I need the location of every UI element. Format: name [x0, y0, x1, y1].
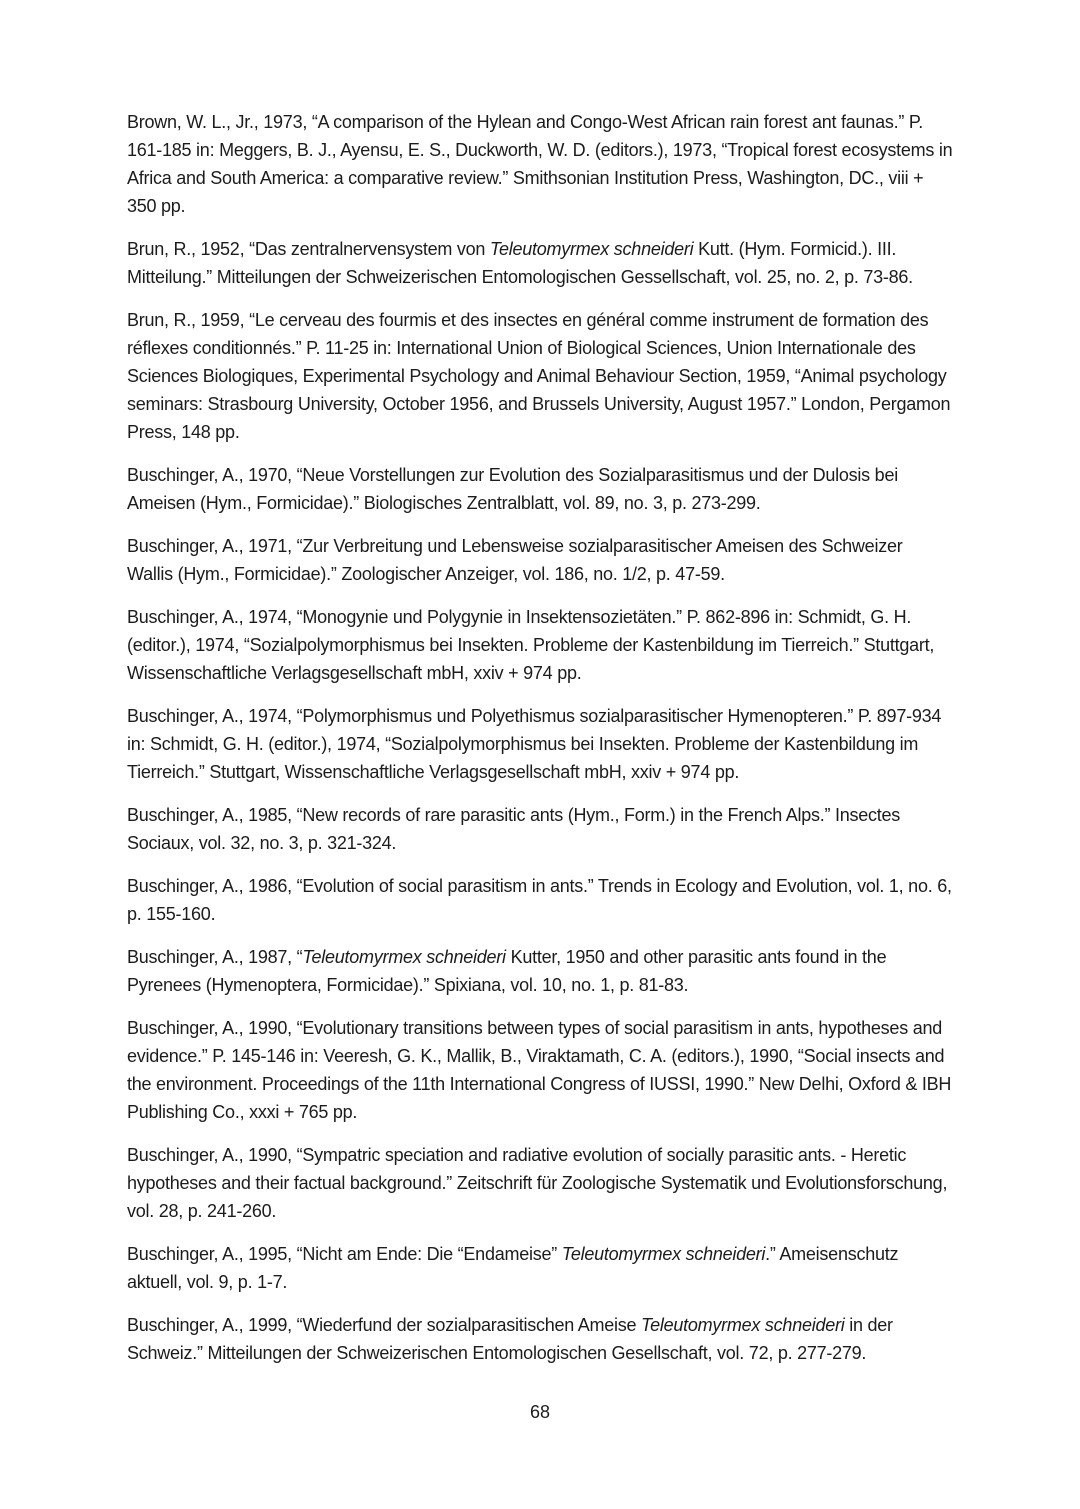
reference-entry [127, 872, 953, 928]
reference-text: Buschinger, A., 1990, “Evolutionary transitions between types of social parasitism in ants, hypotheses and evidence.” P. 145-146 in: Veeresh, G. K., Mallik, B., Viraktamath, C. A. (editors.), 1990, “Social insects and the environment. Proceedings of the 11th International Congress of IUSSI, 1990.” New Delhi, Oxford & IBH Publishing Co., xxxi + 765 pp. [127, 1018, 952, 1122]
reference-text: Buschinger, A., 1995, “Nicht am Ende: Die “Endameise” [127, 1244, 562, 1264]
reference-text: Buschinger, A., 1999, “Wiederfund der sozialparasitischen Ameise [127, 1315, 642, 1335]
reference-entry [127, 306, 953, 446]
reference-text: Brun, R., 1952, “Das zentralnervensystem von [127, 239, 490, 259]
reference-text: Brun, R., 1959, “Le cerveau des fourmis et des insectes en général comme instrument de formation des réflexes conditionnés.” P. 11-25 in: International Union of Biological Sciences, Union Internationale des Sciences Biologiques, Experimental Psychology and Animal Behaviour Section, 1959, “Animal psychology seminars: Strasbourg University, October 1956, and Brussels University, August 1957.” London, Pergamon Press, 148 pp. [127, 310, 951, 442]
reference-entry [127, 943, 953, 999]
reference-text: Buschinger, A., 1985, “New records of rare parasitic ants (Hym., Form.) in the French Alps.” Insectes Sociaux, vol. 32, no. 3, p. 321-324. [127, 805, 901, 853]
species-name-italic: Teleutomyrmex schneideri [561, 1244, 766, 1264]
reference-entry [127, 801, 953, 857]
reference-entry [127, 1141, 953, 1225]
reference-text: Buschinger, A., 1974, “Polymorphismus und Polyethismus sozialparasitischer Hymenopteren.” P. 897-934 in: Schmidt, G. H. (editor.), 1974, “Sozialpolymorphismus bei Insekten. Probleme der Kastenbildung im Tierreich.” Stuttgart, Wissenschaftliche Verlagsgesellschaft mbH, xxiv + 974 pp. [127, 706, 942, 782]
reference-text: Kutter, 1950 and other parasitic ants found in the Pyrenees (Hymenoptera, Formicidae).” Spixiana, vol. 10, no. 1, p. 81-83. [127, 947, 887, 995]
reference-entry [127, 1240, 953, 1296]
reference-entry [127, 235, 953, 291]
references-list [127, 108, 953, 1382]
reference-text: Brown, W. L., Jr., 1973, “A comparison of the Hylean and Congo-West African rain forest ant faunas.” P. 161-185 in: Meggers, B. J., Ayensu, E. S., Duckworth, W. D. (editors.), 1973, “Tropical forest ecosystems in Africa and South America: a comparative review.” Smithsonian Institution Press, Washington, DC., viii + 350 pp. [127, 112, 953, 216]
page-number: 68 [529, 1402, 551, 1422]
reference-text: Buschinger, A., 1970, “Neue Vorstellungen zur Evolution des Sozialparasitismus und der Dulosis bei Ameisen (Hym., Formicidae).” Biologisches Zentralblatt, vol. 89, no. 3, p. 273-299. [127, 465, 898, 513]
reference-entry [127, 1311, 953, 1367]
reference-text: Buschinger, A., 1990, “Sympatric speciation and radiative evolution of socially parasitic ants. - Heretic hypotheses and their factual background.” Zeitschrift für Zoologische Systematik und Evolutionsforschung, vol. 28, p. 241-260. [127, 1145, 948, 1221]
reference-entry [127, 461, 953, 517]
species-name-italic: Teleutomyrmex schneideri [302, 947, 506, 967]
species-name-italic: Teleutomyrmex schneideri [641, 1315, 845, 1335]
reference-text: in der Schweiz.” Mitteilungen der Schweizerischen Entomologischen Gesellschaft, vol. 72, p. 277-279. [127, 1315, 893, 1363]
reference-entry [127, 603, 953, 687]
reference-entry [127, 108, 953, 220]
reference-text: Buschinger, A., 1974, “Monogynie und Polygynie in Insektensozietäten.” P. 862-896 in: Schmidt, G. H. (editor.), 1974, “Sozialpolymorphismus bei Insekten. Probleme der Kastenbildung im Tierreich.” Stuttgart, Wissenschaftliche Verlagsgesellschaft mbH, xxiv + 974 pp. [127, 607, 935, 683]
reference-text: Kutt. (Hym. Formicid.). III. Mitteilung.” Mitteilungen der Schweizerischen Entomologischen Gessellschaft, vol. 25, no. 2, p. 73-86. [127, 239, 913, 287]
species-name-italic: Teleutomyrmex schneideri [489, 239, 694, 259]
reference-text: Buschinger, A., 1986, “Evolution of social parasitism in ants.” Trends in Ecology and Evolution, vol. 1, no. 6, p. 155-160. [127, 876, 952, 924]
reference-entry [127, 702, 953, 786]
reference-entry [127, 1014, 953, 1126]
reference-text: Buschinger, A., 1987, “ [127, 947, 303, 967]
reference-text: Buschinger, A., 1971, “Zur Verbreitung und Lebensweise sozialparasitischer Ameisen des Schweizer Wallis (Hym., Formicidae).” Zoologischer Anzeiger, vol. 186, no. 1/2, p. 47-59. [127, 536, 903, 584]
reference-entry [127, 532, 953, 588]
reference-text: .” Ameisenschutz aktuell, vol. 9, p. 1-7. [127, 1244, 899, 1292]
